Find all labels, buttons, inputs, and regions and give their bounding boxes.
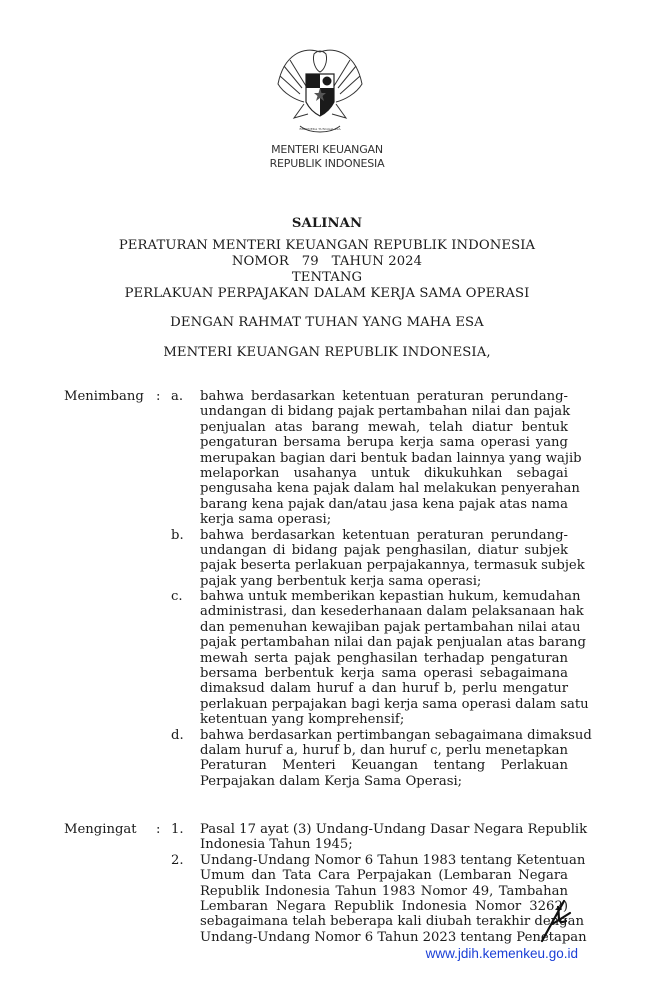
item-text (200, 822, 588, 853)
text-line: bahwa berdasarkan pertimbangan sebagaimana dimaksud (200, 727, 592, 743)
menimbang-item (0, 728, 654, 790)
letterhead-line-1: MENTERI KEUANGAN (271, 143, 383, 156)
item-text (200, 589, 589, 728)
text-line: bahwa berdasarkan ketentuan peraturan perundang- (200, 527, 568, 543)
item-marker: 1. (171, 822, 184, 837)
text-line: penjualan atas barang mewah, telah diatur bentuk (200, 419, 568, 435)
about-line: TENTANG (291, 270, 363, 285)
menimbang-item (0, 528, 654, 590)
text-line: Indonesia Tahun 1945; (200, 837, 353, 853)
emblem-motto: BHINNEKA TUNGGAL IKA (299, 127, 341, 131)
section-label: Menimbang (64, 389, 144, 404)
mengingat-item (0, 822, 654, 853)
text-line: bahwa untuk memberikan kepastian hukum, kemudahan (200, 589, 581, 605)
item-text (200, 727, 592, 790)
garuda-emblem-icon (274, 44, 366, 140)
text-line: ketentuan yang komprehensif; (200, 712, 405, 728)
text-line: Undang-Undang Nomor 6 Tahun 2023 tentang Penetapan (200, 929, 587, 945)
text-line: pengaturan bersama berupa kerja sama operasi yang (200, 435, 568, 451)
title-line: PERATURAN MENTERI KEUANGAN REPUBLIK INDONESIA (118, 238, 536, 253)
invocation: DENGAN RAHMAT TUHAN YANG MAHA ESA (170, 315, 484, 330)
jdih-link[interactable]: www.jdih.kemenkeu.go.id (425, 946, 578, 961)
text-line: undangan di bidang pajak penghasilan, diatur subjek (200, 542, 568, 558)
text-line: dimaksud dalam huruf a dan huruf b, perlu mengatur (200, 681, 568, 697)
text-line: pajak pertambahan nilai dan pajak penjualan atas barang (200, 635, 586, 651)
text-line: Republik Indonesia Tahun 1983 Nomor 49, Tambahan (200, 883, 568, 899)
text-line: pajak yang berbentuk kerja sama operasi; (200, 573, 482, 589)
section-colon: : (156, 389, 161, 404)
item-marker: c. (171, 589, 183, 605)
item-marker: d. (171, 727, 184, 743)
menimbang-items (0, 389, 654, 789)
item-marker: 2. (171, 852, 184, 868)
menimbang-item (0, 589, 654, 728)
text-line: dalam huruf a, huruf b, dan huruf c, perlu menetapkan (200, 742, 568, 758)
letterhead (200, 143, 454, 171)
section-label: Mengingat (64, 822, 137, 837)
menimbang-item (0, 389, 654, 528)
text-line: mewah serta pajak penghasilan terhadap pengaturan (200, 650, 568, 666)
text-line: Perpajakan dalam Kerja Sama Operasi; (200, 773, 463, 789)
regulation-title (0, 238, 654, 302)
text-line: melaporkan usahanya untuk dikukuhkan sebagai (200, 465, 568, 481)
text-line: pajak beserta perlakuan perpajakannya, termasuk subjek (200, 558, 585, 574)
text-line: dan pemenuhan kewajiban pajak pertambahan nilai atau (200, 619, 581, 635)
item-text (200, 852, 587, 945)
item-text (200, 527, 585, 590)
text-line: sebagaimana telah beberapa kali diubah terakhir dengan (200, 914, 584, 930)
text-line: kerja sama operasi; (200, 512, 332, 528)
text-line: bahwa berdasarkan ketentuan peraturan perundang- (200, 389, 568, 404)
text-line: Pasal 17 ayat (3) Undang-Undang Dasar Negara Republik (200, 822, 588, 837)
letterhead-line-2: REPUBLIK INDONESIA (269, 157, 385, 170)
subject-line: PERLAKUAN PERPAJAKAN DALAM KERJA SAMA OPERASI (124, 286, 530, 301)
text-line: barang kena pajak dan/atau jasa kena pajak atas nama (200, 496, 568, 512)
menimbang-section (0, 389, 654, 789)
text-line: Umum dan Tata Cara Perpajakan (Lembaran Negara (200, 868, 568, 884)
text-line: Lembaran Negara Republik Indonesia Nomor 3262) (200, 898, 568, 914)
section-colon: : (156, 822, 161, 837)
copy-label: SALINAN (291, 216, 363, 231)
authority: MENTERI KEUANGAN REPUBLIK INDONESIA, (163, 345, 491, 360)
text-line: undangan di bidang pajak pertambahan nilai dan pajak (200, 404, 571, 420)
text-line: pengusaha kena pajak dalam hal melakukan penyerahan (200, 481, 580, 497)
paraf-signature-icon (536, 895, 576, 945)
text-line: bersama berbentuk kerja sama operasi sebagaimana (200, 666, 568, 682)
text-line: merupakan bagian dari bentuk badan lainnya yang wajib (200, 450, 582, 466)
text-line: Peraturan Menteri Keuangan tentang Perlakuan (200, 758, 568, 774)
item-marker: b. (171, 527, 184, 543)
text-line: perlakuan perpajakan bagi kerja sama operasi dalam satu (200, 696, 589, 712)
item-marker: a. (171, 389, 184, 404)
text-line: Undang-Undang Nomor 6 Tahun 1983 tentang Ketentuan (200, 852, 586, 868)
number-line: NOMOR 79 TAHUN 2024 (231, 254, 423, 269)
item-text (200, 389, 582, 528)
text-line: administrasi, dan kesederhanaan dalam pelaksanaan hak (200, 604, 584, 620)
